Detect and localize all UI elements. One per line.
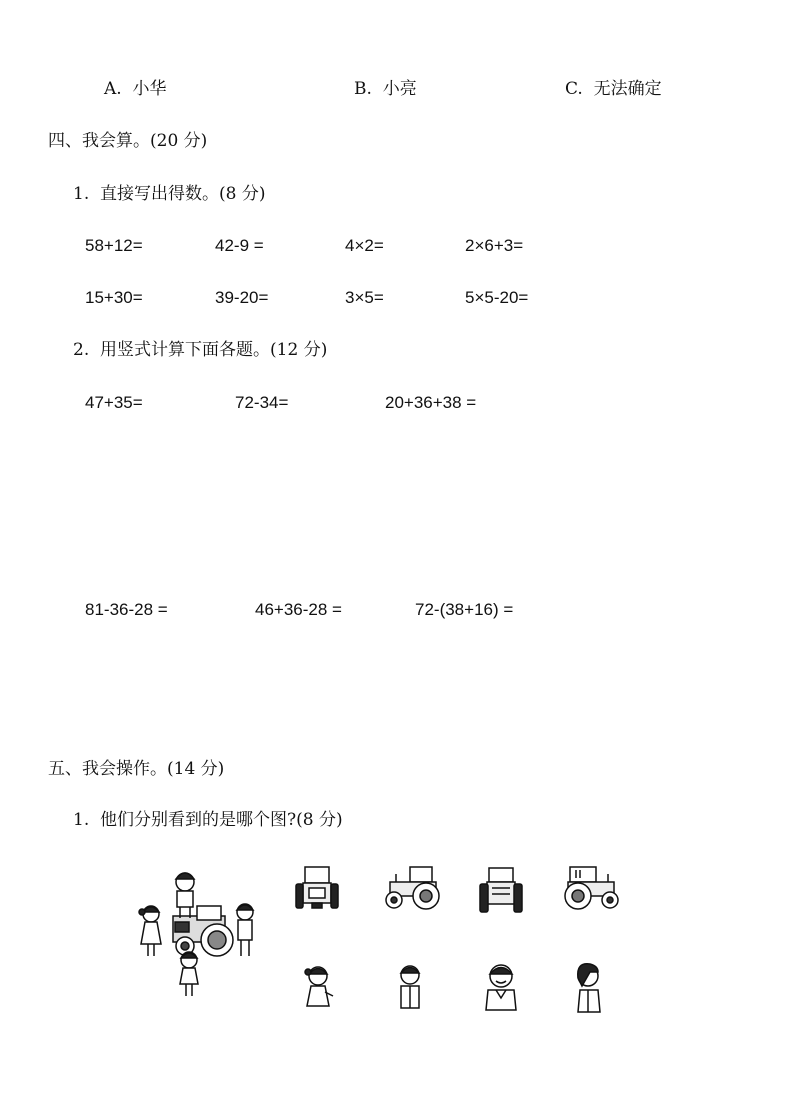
children-around-tractor-image xyxy=(135,868,260,998)
calc-item: 4×2= xyxy=(345,236,384,255)
tractor-side-view-left-icon xyxy=(382,864,442,912)
calc-item: 2×6+3= xyxy=(465,236,524,255)
vertical-calc-item: 81-36-28 = xyxy=(85,600,168,619)
section5-q1-title: 1. 他们分别看到的是哪个图?(8 分) xyxy=(73,810,343,830)
boy-right-drawing xyxy=(237,904,253,956)
choice-c: C. 无法确定 xyxy=(565,79,662,99)
boy-child-short-icon xyxy=(396,962,424,1012)
girl-child-icon xyxy=(300,962,340,1010)
tractor-front-view-icon xyxy=(294,864,340,914)
calc-item: 3×5= xyxy=(345,288,384,307)
boy-child-smiling-icon xyxy=(480,962,522,1012)
calc-item: 42-9 = xyxy=(215,236,264,255)
vertical-calc-item: 72-34= xyxy=(235,393,289,412)
section5-title: 五、我会操作。(14 分) xyxy=(48,759,225,779)
choice-b: B. 小亮 xyxy=(354,79,417,99)
section4-q1-title: 1. 直接写出得数。(8 分) xyxy=(73,184,266,204)
vertical-calc-item: 20+36+38 = xyxy=(385,393,477,412)
girl-front-drawing xyxy=(180,952,198,996)
tractor-drawing xyxy=(173,906,233,956)
calc-item: 58+12= xyxy=(85,236,143,255)
choice-a: A. 小华 xyxy=(104,79,167,99)
calc-item: 15+30= xyxy=(85,288,143,307)
calc-item: 5×5-20= xyxy=(465,288,529,307)
tractor-side-view-right-icon xyxy=(562,864,622,912)
vertical-calc-item: 46+36-28 = xyxy=(255,600,342,619)
section4-q2-title: 2. 用竖式计算下面各题。(12 分) xyxy=(73,340,328,360)
vertical-calc-item: 47+35= xyxy=(85,393,143,412)
tractor-back-view-icon xyxy=(478,866,524,916)
girl-child-profile-icon xyxy=(568,960,608,1014)
boy-top-drawing xyxy=(176,873,194,918)
section4-title: 四、我会算。(20 分) xyxy=(48,131,208,151)
girl-left-drawing xyxy=(139,906,161,956)
calc-item: 39-20= xyxy=(215,288,269,307)
vertical-calc-item: 72-(38+16) = xyxy=(415,600,514,619)
